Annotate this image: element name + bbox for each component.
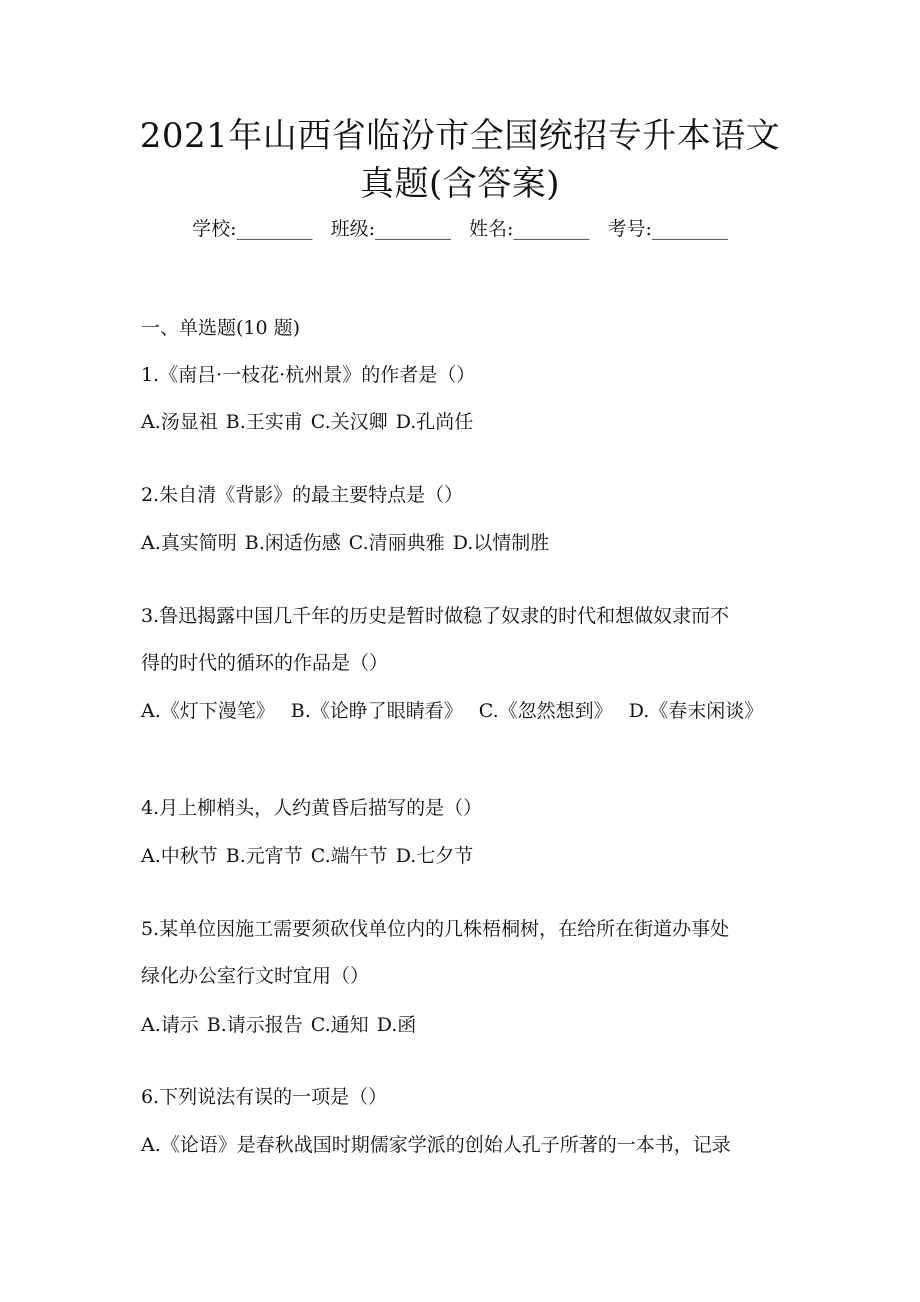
option-c: C.清丽典雅 [348, 532, 445, 554]
question-3-stem-line-2: 得的时代的循环的作品是（） [141, 652, 389, 674]
option-c: C.《忽然想到》 [478, 700, 613, 722]
option-d: D.《春末闲谈》 [628, 700, 764, 722]
option-d: D.以情制胜 [452, 532, 550, 554]
question-5-stem-line-2: 绿化办公室行文时宜用（） [141, 965, 370, 987]
option-c: C.通知 [310, 1014, 369, 1036]
student-info-fields [0, 215, 920, 243]
name-field: 姓名:________ [469, 218, 590, 240]
question-1-stem: 1.《南吕·一枝花·杭州景》的作者是（） [141, 364, 476, 386]
question-6-option-a: A.《论语》是春秋战国时期儒家学派的创始人孔子所著的一本书，记录 [141, 1134, 731, 1156]
option-a: A.真实简明 [141, 532, 237, 554]
question-3-stem-line-1: 3.鲁迅揭露中国几千年的历史是暂时做稳了奴隶的时代和想做奴隶而不 [141, 605, 730, 627]
question-5-options [141, 1011, 424, 1039]
question-5-stem-line-1: 5.某单位因施工需要须砍伐单位内的几株梧桐树，在给所在街道办事处 [141, 918, 730, 940]
option-b: B.王实甫 [225, 411, 303, 433]
question-4-stem: 4.月上柳梢头，人约黄昏后描写的是（） [141, 797, 483, 819]
school-field: 学校:________ [192, 218, 313, 240]
question-3-options [141, 697, 763, 725]
question-1-options [141, 408, 481, 436]
option-d: D.孔尚任 [395, 411, 474, 433]
option-b: B.请示报告 [206, 1014, 303, 1036]
option-b: B.闲适伤感 [244, 532, 341, 554]
class-field: 班级:________ [330, 218, 451, 240]
option-d: D.七夕节 [395, 845, 474, 867]
option-b: B.《论睁了眼睛看》 [290, 700, 463, 722]
option-a: A.汤显祖 [141, 411, 218, 433]
option-d: D.函 [376, 1014, 417, 1036]
option-c: C.关汉卿 [310, 411, 388, 433]
option-b: B.元宵节 [225, 845, 303, 867]
option-a: A.请示 [141, 1014, 199, 1036]
page-title-line-2: 真题(含答案) [359, 164, 561, 204]
question-6-stem: 6.下列说法有误的一项是（） [141, 1086, 388, 1108]
option-a: A.中秋节 [141, 845, 218, 867]
question-2-stem: 2.朱自清《背影》的最主要特点是（） [141, 484, 464, 506]
exam-number-field: 考号:________ [607, 218, 728, 240]
question-4-options [141, 842, 481, 870]
option-a: A.《灯下漫笔》 [141, 700, 275, 722]
page-title-line-1: 2021年山西省临汾市全国统招专升本语文 [139, 116, 781, 156]
section-heading: 一、单选题(10 题) [141, 317, 301, 339]
question-2-options [141, 529, 557, 557]
option-c: C.端午节 [310, 845, 388, 867]
